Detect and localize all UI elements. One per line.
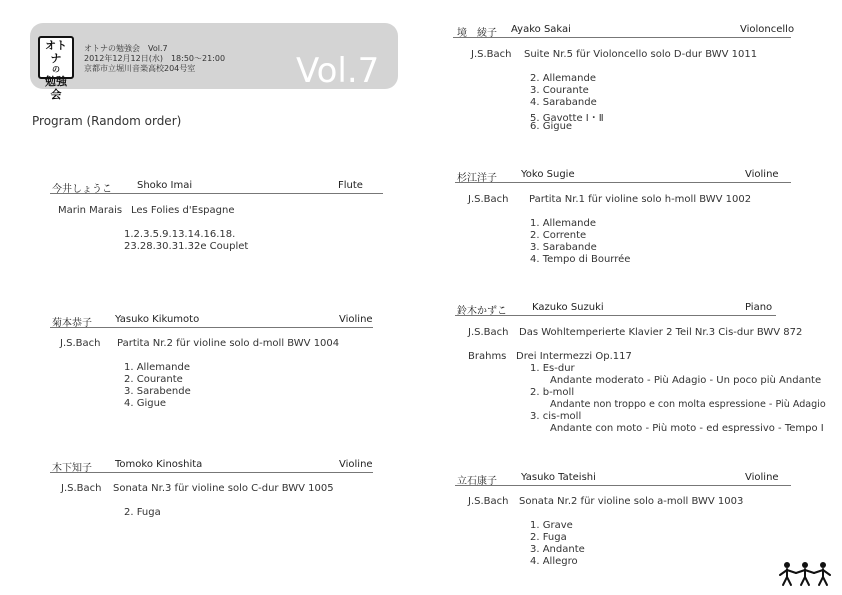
work-title: Partita Nr.2 für violine solo d-moll BWV 1004 — [117, 338, 340, 349]
work-item: 1. Allemande — [124, 362, 190, 373]
performer-name-en: Kazuko Suzuki — [532, 302, 604, 313]
work-item: 2. Allemande — [530, 73, 596, 84]
work-item: 1. Es-dur — [530, 363, 575, 374]
work-item: 2. Corrente — [530, 230, 587, 241]
work-item: 2. Courante — [124, 374, 183, 385]
work-composer: J.S.Bach — [468, 194, 509, 205]
work-title: Partita Nr.1 für violine solo h-moll BWV 1002 — [529, 194, 752, 205]
performer-name-jp: 菊本恭子 — [52, 318, 92, 329]
work-item: 3. cis-moll — [530, 411, 582, 422]
performer-header-imai — [50, 180, 383, 194]
work-title: Drei Intermezzi Op.117 — [516, 351, 632, 362]
performer-instrument: Violine — [339, 314, 373, 325]
performer-instrument: Violine — [745, 472, 779, 483]
performer-header-suzuki — [455, 302, 776, 316]
performer-header-sugie — [455, 169, 791, 183]
work-item: 23.28.30.31.32e Couplet — [124, 241, 249, 252]
work-composer: Brahms — [468, 351, 507, 362]
work-title: Les Folies d'Espagne — [131, 205, 235, 216]
work-item: 4. Tempo di Bourrée — [530, 254, 631, 265]
work-item: 3. Andante — [530, 544, 585, 555]
performer-name-en: Ayako Sakai — [511, 24, 571, 35]
work-item: 4. Allegro — [530, 556, 578, 567]
work-item: 4. Gigue — [124, 398, 167, 409]
performer-instrument: Violine — [745, 169, 779, 180]
work-item: 1. Allemande — [530, 218, 596, 229]
work-item: 2. b-moll — [530, 387, 575, 398]
work-item: 4. Sarabande — [530, 97, 597, 108]
work-title: Das Wohltemperierte Klavier 2 Teil Nr.3 Cis-dur BWV 872 — [519, 327, 803, 338]
performer-name-jp: 今井しょうこ — [52, 184, 112, 195]
work-item: 6. Gigue — [530, 121, 573, 132]
performer-name-en: Yoko Sugie — [521, 169, 575, 180]
work-composer: J.S.Bach — [468, 327, 509, 338]
volume-number: Vol.7 — [296, 51, 380, 91]
event-venue: 京都市立堀川音楽高校204号室 — [84, 64, 196, 73]
performer-header-sakai — [453, 24, 795, 39]
performer-name-en: Yasuko Kikumoto — [115, 314, 200, 325]
performer-instrument: Violine — [339, 459, 373, 470]
performer-instrument: Flute — [338, 180, 363, 191]
performer-name-en: Shoko Imai — [137, 180, 193, 191]
logo-text-middle: の — [52, 65, 60, 74]
work-item-tempo: Andante non troppo e con molta espressione - Più Adagio — [550, 399, 826, 410]
logo-text-bottom: 勉強会 — [45, 75, 67, 101]
logo — [38, 36, 74, 101]
performer-name-jp: 木下知子 — [52, 463, 92, 474]
work-item: 2. Fuga — [530, 532, 567, 543]
program-heading: Program (Random order) — [32, 114, 182, 128]
performer-name-jp: 鈴木かずこ — [457, 306, 507, 317]
header-card — [30, 23, 398, 101]
event-datetime: 2012年12月12日(水) 18:50～21:00 — [84, 54, 226, 63]
work-composer: Marin Marais — [58, 205, 123, 216]
people-icon — [778, 561, 832, 587]
work-item: 5. Gavotte Ⅰ・Ⅱ — [530, 113, 604, 124]
work-item: 3. Sarabende — [124, 386, 191, 397]
performer-name-jp: 立石康子 — [457, 476, 497, 487]
event-title: オトナの勉強会 Vol.7 — [84, 44, 168, 53]
work-item: 1. Grave — [530, 520, 573, 531]
work-item: 1.2.3.5.9.13.14.16.18. — [124, 229, 236, 240]
performer-name-jp: 境 綾子 — [457, 28, 497, 39]
work-item: 3. Courante — [530, 85, 589, 96]
work-item-tempo: Andante moderato - Più Adagio - Un poco più Andante — [550, 375, 822, 386]
work-title: Suite Nr.5 für Violoncello solo D-dur BWV 1011 — [524, 49, 758, 60]
performer-name-en: Tomoko Kinoshita — [115, 459, 203, 470]
work-title: Sonata Nr.2 für violine solo a-moll BWV 1003 — [519, 496, 744, 507]
performer-name-en: Yasuko Tateishi — [521, 472, 596, 483]
performer-header-kikumoto — [50, 314, 373, 328]
performer-instrument: Violoncello — [740, 24, 795, 35]
work-composer: J.S.Bach — [61, 483, 102, 494]
performer-instrument: Piano — [745, 302, 773, 313]
logo-text-top: オトナ — [45, 39, 67, 65]
performer-header-tateishi — [455, 472, 791, 486]
work-title: Sonata Nr.3 für violine solo C-dur BWV 1005 — [113, 483, 334, 494]
work-composer: J.S.Bach — [468, 496, 509, 507]
work-item-tempo: Andante con moto - Più moto - ed espressivo - Tempo I — [550, 423, 824, 434]
performer-name-jp: 杉江洋子 — [457, 173, 497, 184]
performer-header-kinoshita — [50, 459, 373, 473]
work-composer: J.S.Bach — [471, 49, 512, 60]
work-item: 3. Sarabande — [530, 242, 597, 253]
work-item: 2. Fuga — [124, 507, 161, 518]
work-composer: J.S.Bach — [60, 338, 101, 349]
